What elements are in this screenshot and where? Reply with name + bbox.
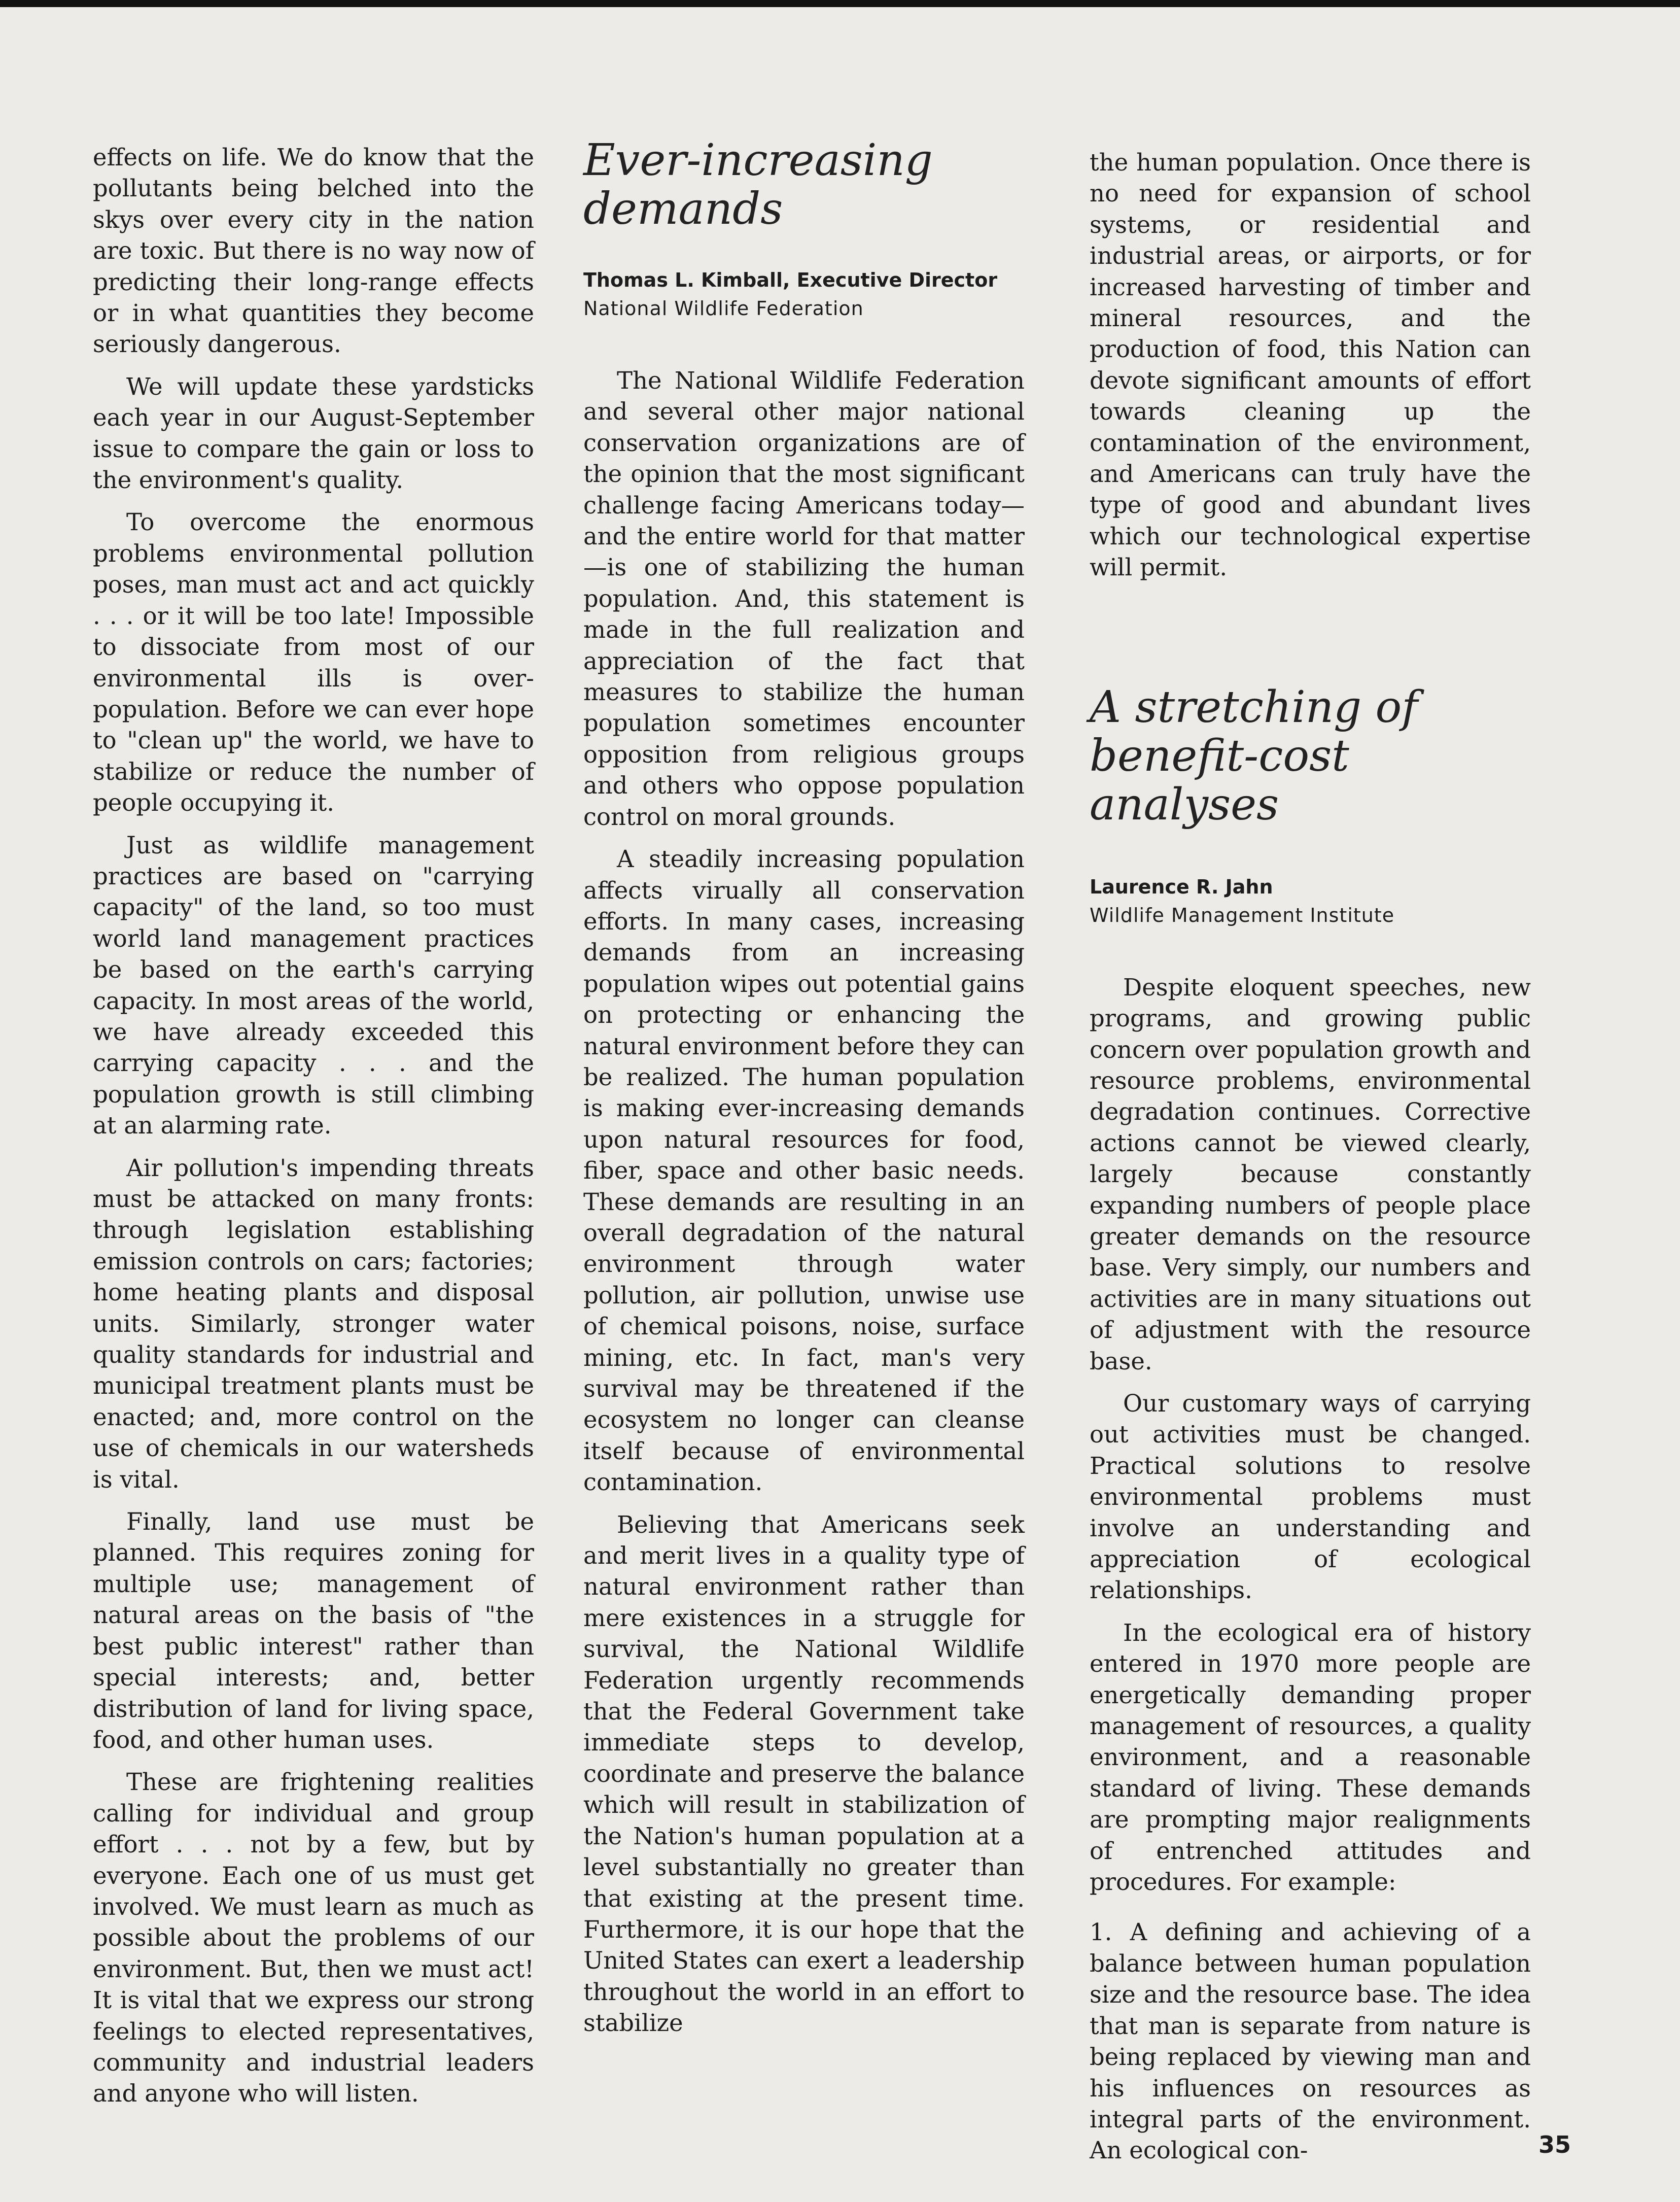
page-number: 35 (1538, 2131, 1571, 2158)
right-continuation: the human population. Once there is no need for expansion of school systems, or residential and industrial areas, or airports, or for increased harvesting of timber and mineral resources, and the production of food, this Nation can devote significant amounts of effort towards cleaning up the contamination of the environment, and Americans can truly have the type of good and abundant lives which our technological expertise will permit. (1090, 149, 1531, 581)
middle-paragraph-3: Believing that Americans seek and merit lives in a quality type of natural environment rather than mere existences in a struggle for survival, the National Wildlife Federation urgently recommends that the Federal Government take immediate steps to develop, coordinate and preserve the balance which will result in stabilization of the Nation's human population at a level substantially no greater than that existing at the present time. Furthermore, it is our hope that the United States can exert a leadership throughout the world in an effort to stabilize (583, 1510, 1025, 2037)
author-organization: Wildlife Management Institute (1090, 904, 1395, 926)
left-paragraph-2: We will update these yardsticks each year in our August-September issue to compare the gain or loss to the environment's quality. (93, 372, 534, 494)
author-organization: National Wildlife Federation (583, 297, 864, 320)
left-paragraph-1: effects on life. We do know that the pollutants being belched into the skys over every city in the nation are toxic. But there is no way now of predicting their long-range effects or in what quantities they become seriously dangerous. (93, 144, 534, 358)
author-name: Laurence R. Jahn (1090, 875, 1273, 898)
right-column (1090, 147, 1531, 2178)
left-paragraph-7: These are frightening realities calling for individual and group effort . . . not by a few, but by everyone. Each one of us must get involved. We must learn as much as possible about the problems of our environment. But, then we must act! It is vital that we express our strong feelings to elected representatives, community and industrial leaders and anyone who will listen. (93, 1768, 534, 2108)
right-paragraph-1: Despite eloquent speeches, new programs, and growing public concern over population growth and resource problems, environmental degradation continues. Corrective actions cannot be viewed clearly, largely because constantly expanding numbers of people place greater demands on the resource base. Very simply, our numbers and activities are in many situations out of adjustment with the resource base. (1090, 973, 1531, 1375)
middle-paragraph-2: A steadily increasing population affects virually all conservation efforts. In many cases, increasing demands from an increasing population wipes out potential gains on protecting or enhancing the natural environment before they can be realized. The human population is making ever-increasing demands upon natural resources for food, fiber, space and other basic needs. These demands are resulting in an overall degradation of the natural environment through water pollution, air pollution, unwise use of chemical poisons, noise, surface mining, etc. In fact, man's very survival may be threatened if the ecosystem no longer can cleanse itself because of environmental contamination. (583, 845, 1025, 1496)
article-byline (1090, 873, 1531, 930)
article-byline (583, 266, 1025, 323)
numbered-item-1: 1. A defining and achieving of a balance between human population size and the resource base. The idea that man is separate from nature is being replaced by viewing man and his influences on resources as integral parts of the environment. An ecological con- (1090, 1918, 1531, 2164)
left-column (93, 142, 534, 2121)
right-paragraph-3: In the ecological era of history entered in 1970 more people are energetically demanding proper management of resources, a quality environment, and a reasonable standard of living. These demands are prompting major realignments of entrenched attitudes and procedures. For example: (1090, 1619, 1531, 1896)
left-paragraph-5: Air pollution's impending threats must be attacked on many fronts: through legislation establishing emission controls on cars; factories; home heating plants and disposal units. Similarly, stronger water quality standards for industrial and municipal treatment plants must be enacted; and, more control on the use of chemicals in our watersheds is vital. (93, 1154, 534, 1493)
left-paragraph-3: To overcome the enormous problems environmental pollution poses, man must act and act quickly . . . or it will be too late! Impossible to dissociate from most of our environmental ills is over-population. Before we can ever hope to "clean up" the world, we have to stabilize or reduce the number of people occupying it. (93, 508, 534, 817)
left-paragraph-4: Just as wildlife management practices are based on "carrying capacity" of the land, so too must world land management practices be based on the earth's carrying capacity. In most areas of the world, we have already exceeded this carrying capacity . . . and the population growth is still climbing at an alarming rate. (93, 831, 534, 1140)
article-headline: Ever-increasing demands (583, 135, 933, 234)
middle-column (583, 135, 1025, 2050)
top-border (0, 0, 1680, 7)
article-headline: A stretching of benefit-cost analyses (1090, 681, 1418, 830)
right-paragraph-2: Our customary ways of carrying out activities must be changed. Practical solutions to resolve environmental problems must involve an understanding and appreciation of ecological relationships. (1090, 1389, 1531, 1604)
author-name: Thomas L. Kimball, Executive Director (583, 269, 998, 291)
left-paragraph-6: Finally, land use must be planned. This requires zoning for multiple use; management of natural areas on the basis of "the best public interest" rather than special interests; and, better distribution of land for living space, food, and other human uses. (93, 1508, 534, 1753)
middle-paragraph-1: The National Wildlife Federation and several other major national conservation organizations are of the opinion that the most significant challenge facing Americans today—and the entire world for that matter—is one of stabilizing the human population. And, this statement is made in the full realization and appreciation of the fact that measures to stabilize the human population sometimes encounter opposition from religious groups and others who oppose population control on moral grounds. (583, 367, 1025, 831)
